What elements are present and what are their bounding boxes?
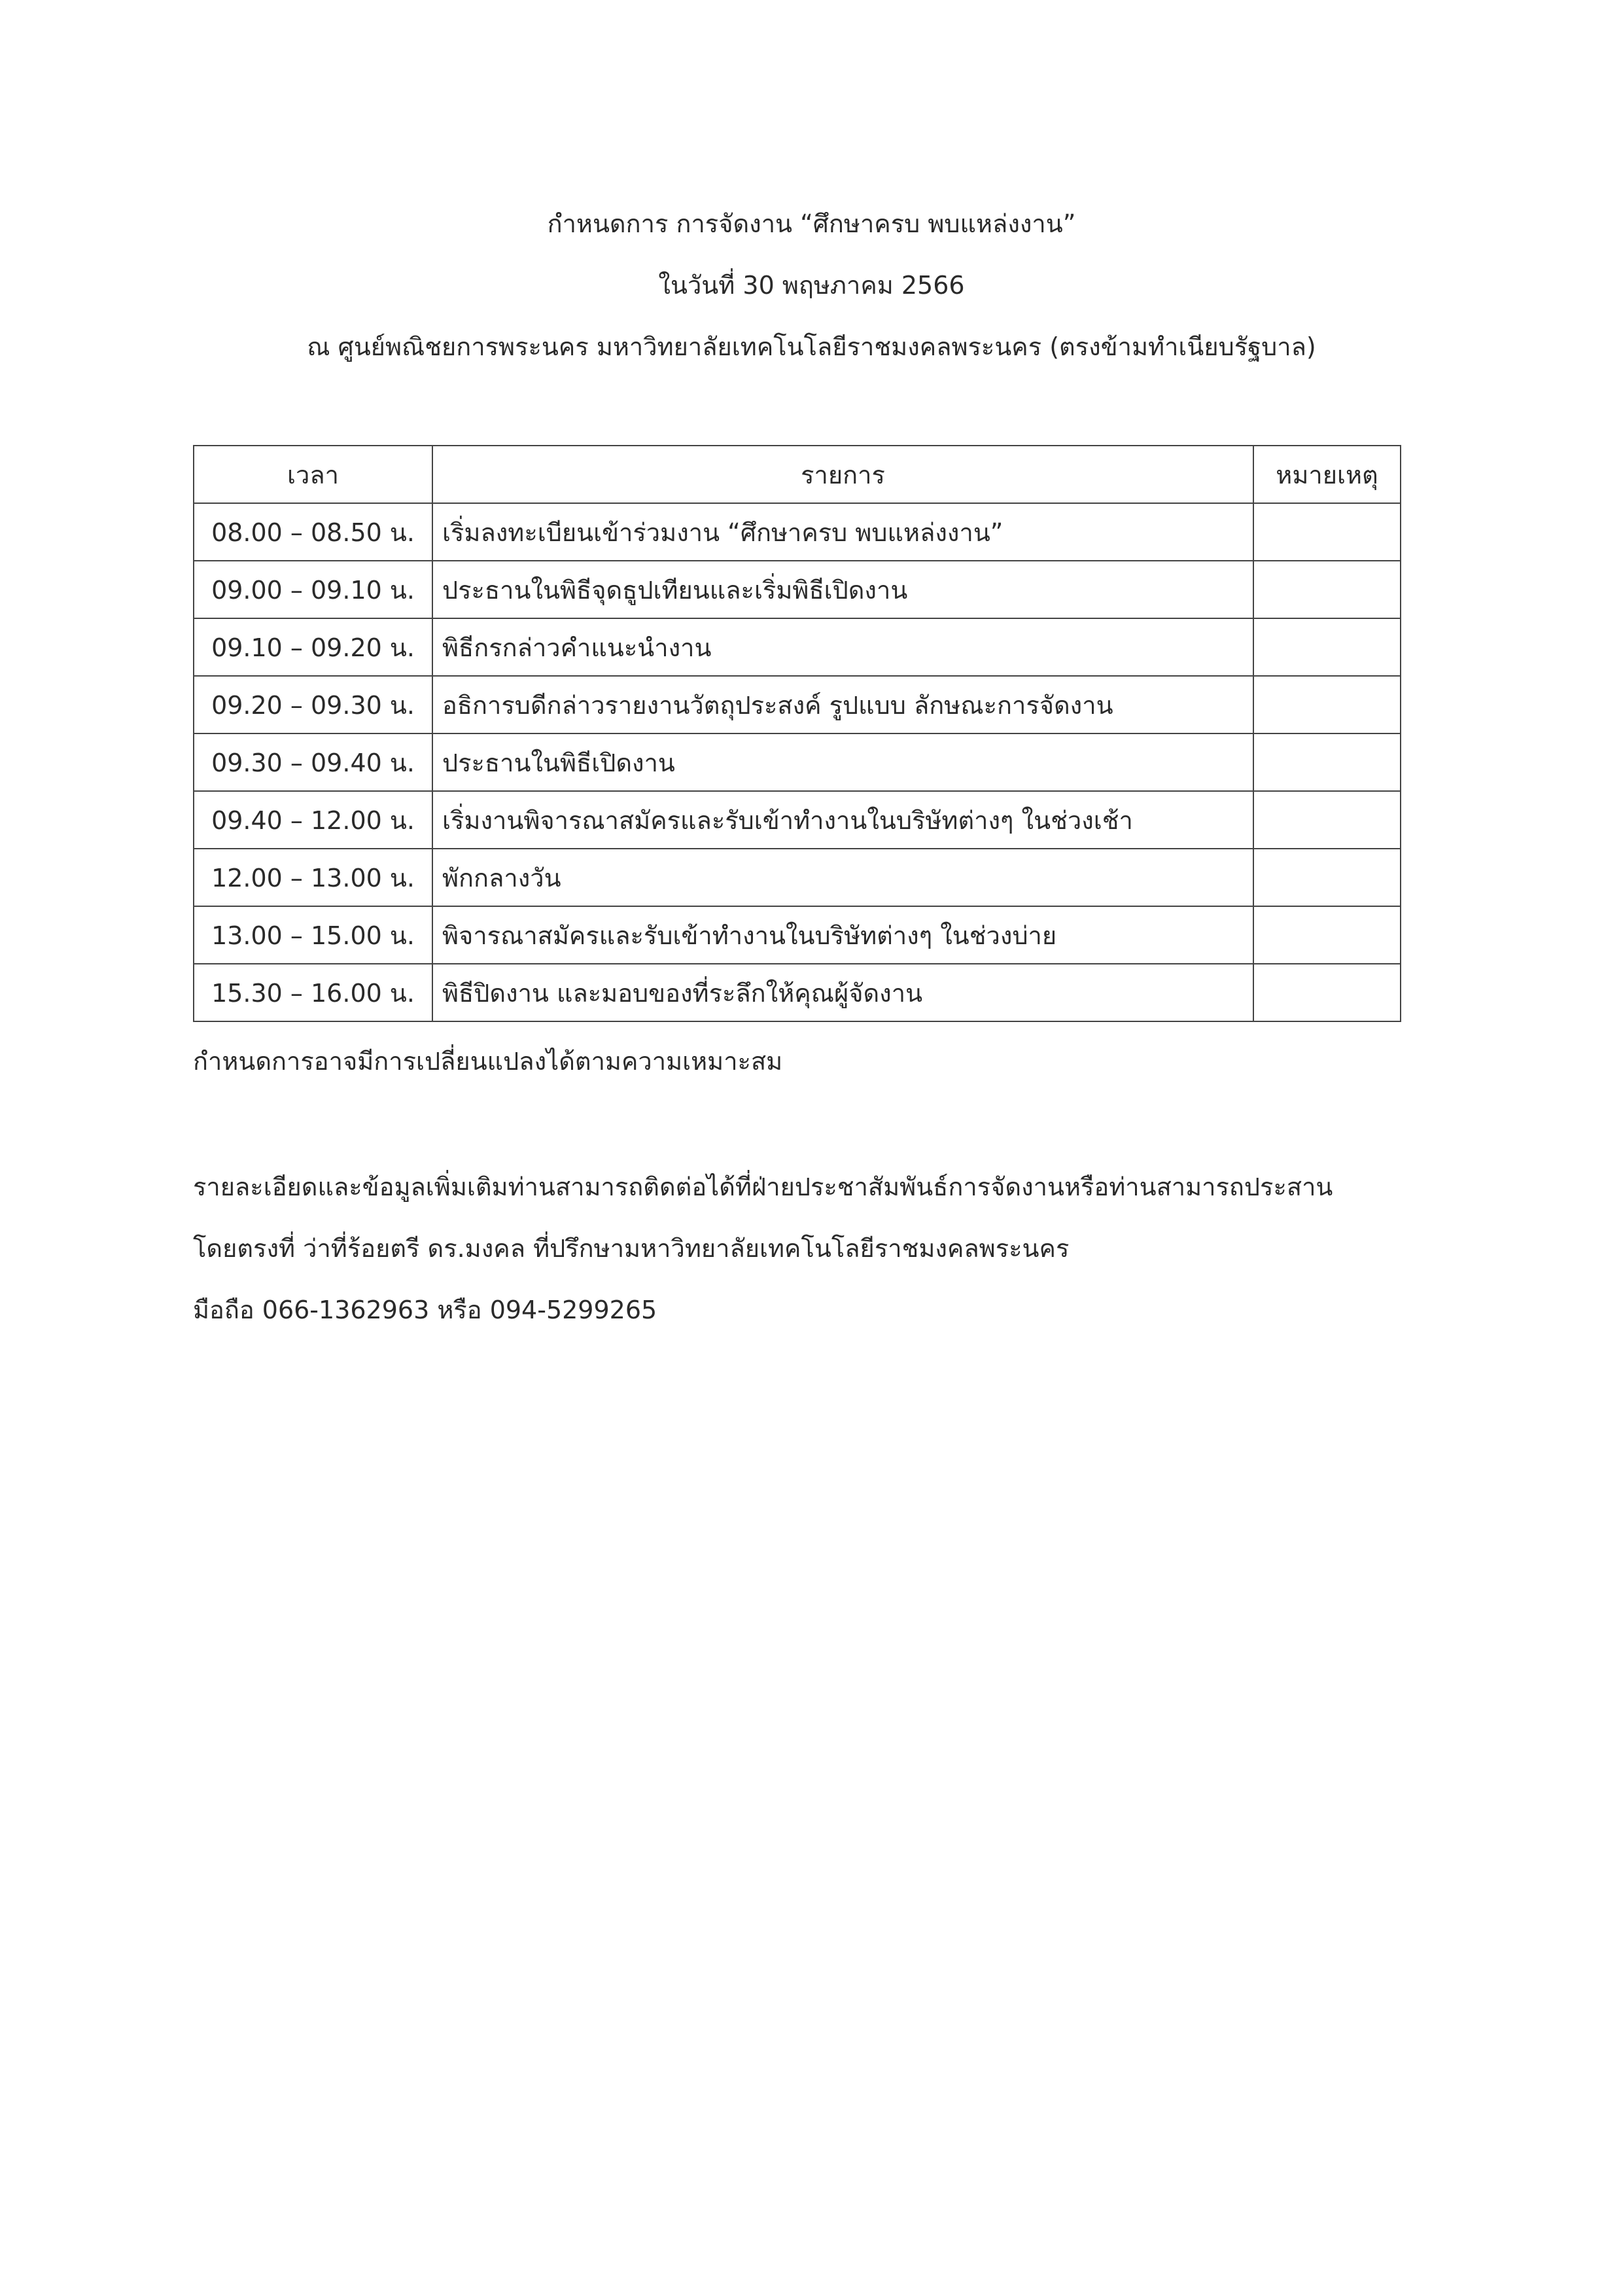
contact-line-2: โดยตรงที่ ว่าที่ร้อยตรี ดร.มงคล ที่ปรึกษามหาวิทยาลัยเทคโนโลยีราชมงคลพระนคร (193, 1234, 1070, 1263)
row-time: 15.30 – 16.00 น. (194, 964, 432, 1021)
table-row (194, 791, 1401, 849)
contact-line-1: รายละเอียดและข้อมูลเพิ่มเติมท่านสามารถติดต่อได้ที่ฝ่ายประชาสัมพันธ์การจัดงานหรือท่านสามารถประสาน (193, 1173, 1333, 1201)
row-item: ประธานในพิธีจุดธูปเทียนและเริ่มพิธีเปิดงาน (432, 561, 1253, 618)
table-row (194, 503, 1401, 561)
date-line: ในวันที่ 30 พฤษภาคม 2566 (658, 271, 965, 300)
title-line: กำหนดการ การจัดงาน “ศึกษาครบ พบแหล่งงาน” (547, 209, 1076, 238)
row-note (1253, 849, 1401, 906)
schedule-change-note: กำหนดการอาจมีการเปลี่ยนแปลงได้ตามความเหมาะสม (193, 1047, 783, 1076)
column-header-note: หมายเหตุ (1253, 446, 1401, 503)
row-time: 09.10 – 09.20 น. (194, 618, 432, 676)
row-note (1253, 906, 1401, 964)
row-note (1253, 561, 1401, 618)
row-time: 09.30 – 09.40 น. (194, 733, 432, 791)
row-item: พักกลางวัน (432, 849, 1253, 906)
row-time: 08.00 – 08.50 น. (194, 503, 432, 561)
row-item: พิธีปิดงาน และมอบของที่ระลึกให้คุณผู้จัดงาน (432, 964, 1253, 1021)
row-item: พิธีกรกล่าวคำแนะนำงาน (432, 618, 1253, 676)
row-item: เริ่มงานพิจารณาสมัครและรับเข้าทำงานในบริษัทต่างๆ ในช่วงเช้า (432, 791, 1253, 849)
row-note (1253, 964, 1401, 1021)
row-item: พิจารณาสมัครและรับเข้าทำงานในบริษัทต่างๆ ในช่วงบ่าย (432, 906, 1253, 964)
row-time: 13.00 – 15.00 น. (194, 906, 432, 964)
column-header-item: รายการ (432, 446, 1253, 503)
row-note (1253, 733, 1401, 791)
table-row (194, 733, 1401, 791)
table-row (194, 676, 1401, 733)
row-time: 12.00 – 13.00 น. (194, 849, 432, 906)
table-row (194, 906, 1401, 964)
row-time: 09.00 – 09.10 น. (194, 561, 432, 618)
table-row (194, 849, 1401, 906)
row-item: อธิการบดีกล่าวรายงานวัตถุประสงค์ รูปแบบ ลักษณะการจัดงาน (432, 676, 1253, 733)
table-header-row (194, 446, 1401, 503)
schedule-table (193, 445, 1401, 1022)
contact-phone: มือถือ 066-1362963 หรือ 094-5299265 (193, 1296, 657, 1324)
row-time: 09.20 – 09.30 น. (194, 676, 432, 733)
table-row (194, 618, 1401, 676)
row-note (1253, 791, 1401, 849)
row-note (1253, 618, 1401, 676)
row-note (1253, 503, 1401, 561)
venue-line: ณ ศูนย์พณิชยการพระนคร มหาวิทยาลัยเทคโนโลยีราชมงคลพระนคร (ตรงข้ามทำเนียบรัฐบาล) (307, 332, 1316, 361)
table-row (194, 561, 1401, 618)
column-header-time: เวลา (194, 446, 432, 503)
table-row (194, 964, 1401, 1021)
row-note (1253, 676, 1401, 733)
row-item: เริ่มลงทะเบียนเข้าร่วมงาน “ศึกษาครบ พบแหล่งงาน” (432, 503, 1253, 561)
row-item: ประธานในพิธีเปิดงาน (432, 733, 1253, 791)
row-time: 09.40 – 12.00 น. (194, 791, 432, 849)
